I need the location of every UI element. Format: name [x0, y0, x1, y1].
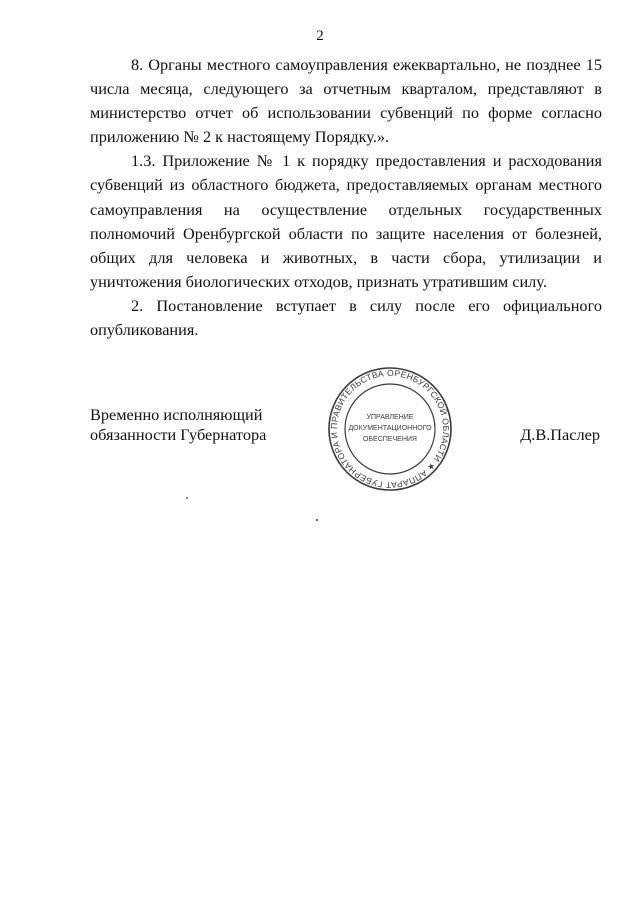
scan-speck	[186, 497, 188, 499]
document-body	[90, 53, 602, 342]
paragraph-item-1-3: 1.3. Приложение № 1 к порядку предоставления и расходования субвенций из областного бюджета, предоставляемых органам местного самоуправления на осуществление отдельных государственных полномочий Оренбургской области по защите населения от болезней, общих для человека и животных, в части сбора, утилизации и уничтожения биологических отходов, признать утратившим силу.	[90, 151, 602, 291]
signatory-position	[90, 405, 266, 445]
seal-inner-line2: ДОКУМЕНТАЦИОННОГО	[348, 425, 432, 432]
official-seal	[326, 365, 454, 493]
signatory-position-line2: обязанности Губернатора	[90, 425, 267, 444]
signatory-name: Д.В.Паслер	[520, 425, 600, 444]
paragraph-item-8: 8. Органы местного самоуправления ежеквартально, не позднее 15 числа месяца, следующего за отчетным кварталом, представляют в министерство отчет об использовании субвенций по форме согласно приложению № 2 к настоящему Порядку.».	[90, 55, 602, 147]
seal-outer-text: ПРАВИТЕЛЬСТВА ОРЕНБУРГСКОЙ ОБЛАСТИ ★ АППАРАТ ГУБЕРНАТОРА И	[328, 367, 452, 491]
paragraph-clause-2: 2. Постановление вступает в силу после его официального опубликования.	[90, 295, 602, 340]
seal-inner-line1: УПРАВЛЕНИЕ	[366, 414, 414, 421]
signatory-position-line1: Временно исполняющий	[90, 405, 263, 424]
scan-speck	[316, 519, 318, 521]
page-number: 2	[316, 28, 324, 44]
seal-inner-line3: ОБЕСПЕЧЕНИЯ	[363, 436, 417, 443]
